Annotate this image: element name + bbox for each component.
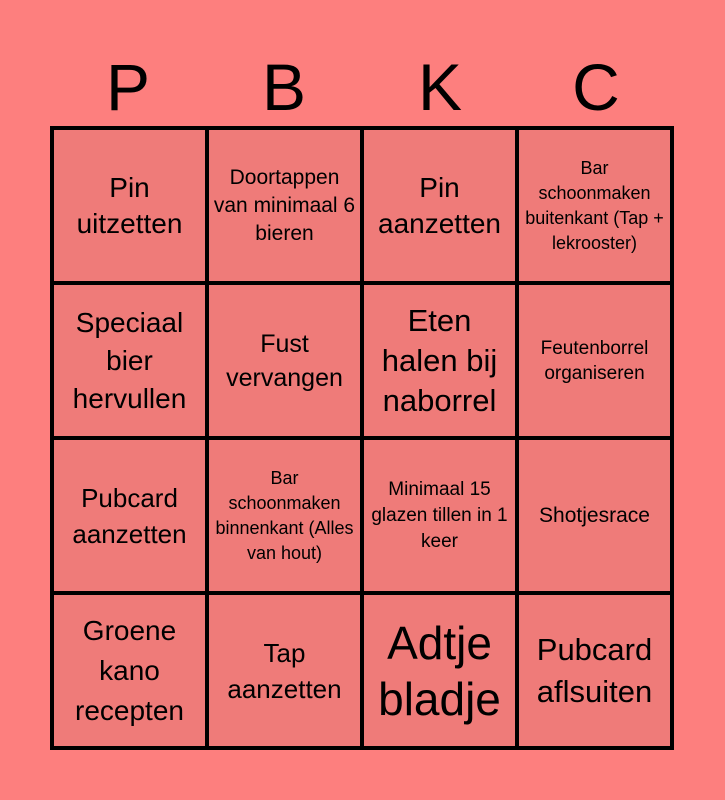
bingo-cell[interactable] (209, 130, 360, 281)
bingo-header (50, 48, 674, 126)
bingo-cell[interactable] (364, 440, 515, 591)
bingo-cell[interactable] (519, 595, 670, 746)
cell-label: Fust vervangen (226, 329, 343, 392)
bingo-cell[interactable] (54, 595, 205, 746)
bingo-cell[interactable] (54, 440, 205, 591)
cell-label: Doortappen van minimaal 6 bieren (213, 165, 356, 245)
header-letter-k: K (417, 50, 463, 124)
cell-label: Bar schoonmaken binnenkant (Alles van hout) (215, 467, 354, 563)
cell-label: Shotjesrace (539, 503, 650, 527)
cell-label: Pubcard aanzetten (72, 482, 187, 549)
bingo-cell[interactable] (519, 130, 670, 281)
header-letter-c: C (572, 50, 620, 124)
bingo-cell[interactable] (54, 285, 205, 436)
cell-label: Minimaal 15 glazen tillen in 1 keer (371, 478, 508, 552)
bingo-grid (50, 126, 674, 750)
cell-label: Pubcard aflsuiten (536, 631, 653, 709)
bingo-cell[interactable] (364, 595, 515, 746)
cell-label: Eten halen bij naborrel (381, 302, 498, 418)
header-letter-p: P (105, 50, 151, 124)
cell-label: Adtje bladje (378, 616, 501, 725)
bingo-cell[interactable] (209, 285, 360, 436)
cell-label: Feutenborrel organiseren (540, 337, 649, 384)
bingo-cell[interactable] (519, 440, 670, 591)
bingo-cell[interactable] (54, 130, 205, 281)
bingo-cell[interactable] (364, 285, 515, 436)
cell-label: Pin aanzetten (378, 171, 501, 239)
bingo-cell[interactable] (519, 285, 670, 436)
bingo-cell[interactable] (209, 595, 360, 746)
bingo-cell[interactable] (209, 440, 360, 591)
cell-label: Groene kano recepten (75, 614, 184, 726)
cell-label: Speciaal bier hervullen (72, 306, 187, 414)
header-letter-b: B (261, 50, 307, 124)
cell-label: Bar schoonmaken buitenkant (Tap + lekrooster) (525, 157, 664, 253)
bingo-cell[interactable] (364, 130, 515, 281)
cell-label: Tap aanzetten (227, 637, 342, 704)
cell-label: Pin uitzetten (76, 171, 183, 239)
